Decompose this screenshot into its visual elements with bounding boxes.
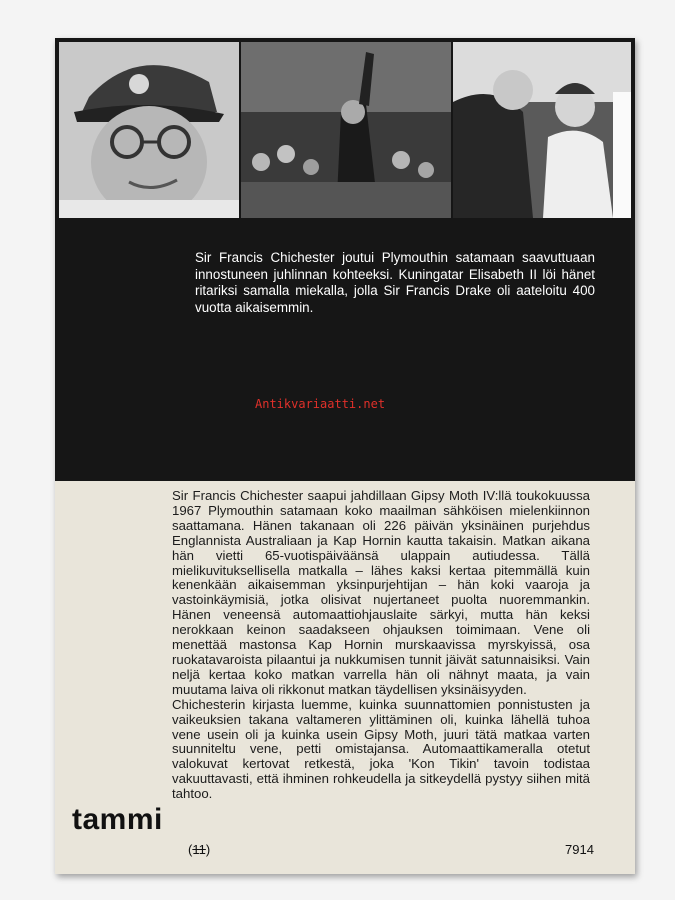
publisher-logo: tammi [72, 803, 163, 836]
crowd-waving-photo [241, 42, 451, 218]
catalog-number: 7914 [565, 842, 594, 857]
photo-panel [55, 38, 635, 481]
knighting-ceremony-photo [453, 42, 631, 218]
photo-caption: Sir Francis Chichester joutui Plymouthin satamaan saavuttuaan innostuneen juhlinnan kohteeksi. Kuningatar Elisabeth II löi hänet ritariksi samalla miekalla, jolla Sir Francis Drake oli aateloitu 400 vuotta aikaisemmin. [195, 250, 595, 315]
watermark: Antikvariaatti.net [255, 397, 386, 411]
blurb-panel [55, 481, 635, 874]
back-cover-blurb [172, 489, 590, 802]
series-number: (11) [188, 842, 211, 857]
blurb-paragraph: Sir Francis Chichester saapui jahdillaan Gipsy Moth IV:llä toukokuussa 1967 Plymouthin satamaan koko maailman sähköisen mielenkiinnon saattamana. Hänen takanaan oli 226 päivän yksinäinen purjehdus Englannista Australiaan ja Kap Hornin kautta takaisin. Matkan aikana hän vietti 65-vuotispäiväänsä ulappain autiudessa. Tällä mielikuvituksellisella matkalla – lähes kaksi kertaa pitemmällä kuin kenenkään aikaisemman yksinpurjehtijan – hän koki vaaroja ja vastoinkäymisiä, jotka olisivat nujertaneet puolta nuoremmankin. Hänen veneensä automaattiohjauslaite särkyi, mutta hän keksi nerokkaan keinon saadakseen ohjauksen toimimaan. Vene oli menettää mastonsa Kap Hornin murskaavissa myrskyissä, osa ruokatavaroista pilaantui ja nukkumisen tunnit jäivät satunnaisiksi. Vain neljä kertaa koko matkan varrella hän oli nähnyt maata, ja vain muutama laiva oli rikkonut matkan täydellisen yksinäisyyden. [172, 488, 590, 697]
man-with-cap-photo [59, 42, 239, 218]
book-back-cover [55, 38, 635, 874]
blurb-paragraph: Chichesterin kirjasta luemme, kuinka suunnattomien ponnistusten ja vaikeuksien takana valtameren ylittäminen oli, kuinka lähellä tuhoa vene usein oli ja kuinka usein Gipsy Moth, juuri tätä matkaa varten suunniteltu vene, petti omistajansa. Automaattikameralla otetut valokuvat kertovat retkestä, joka 'Kon Tikin' tavoin todistaa vakuuttavasti, että ihminen rohkeudella ja sitkeydellä pystyy siihen mitä tahtoo. [172, 696, 590, 802]
